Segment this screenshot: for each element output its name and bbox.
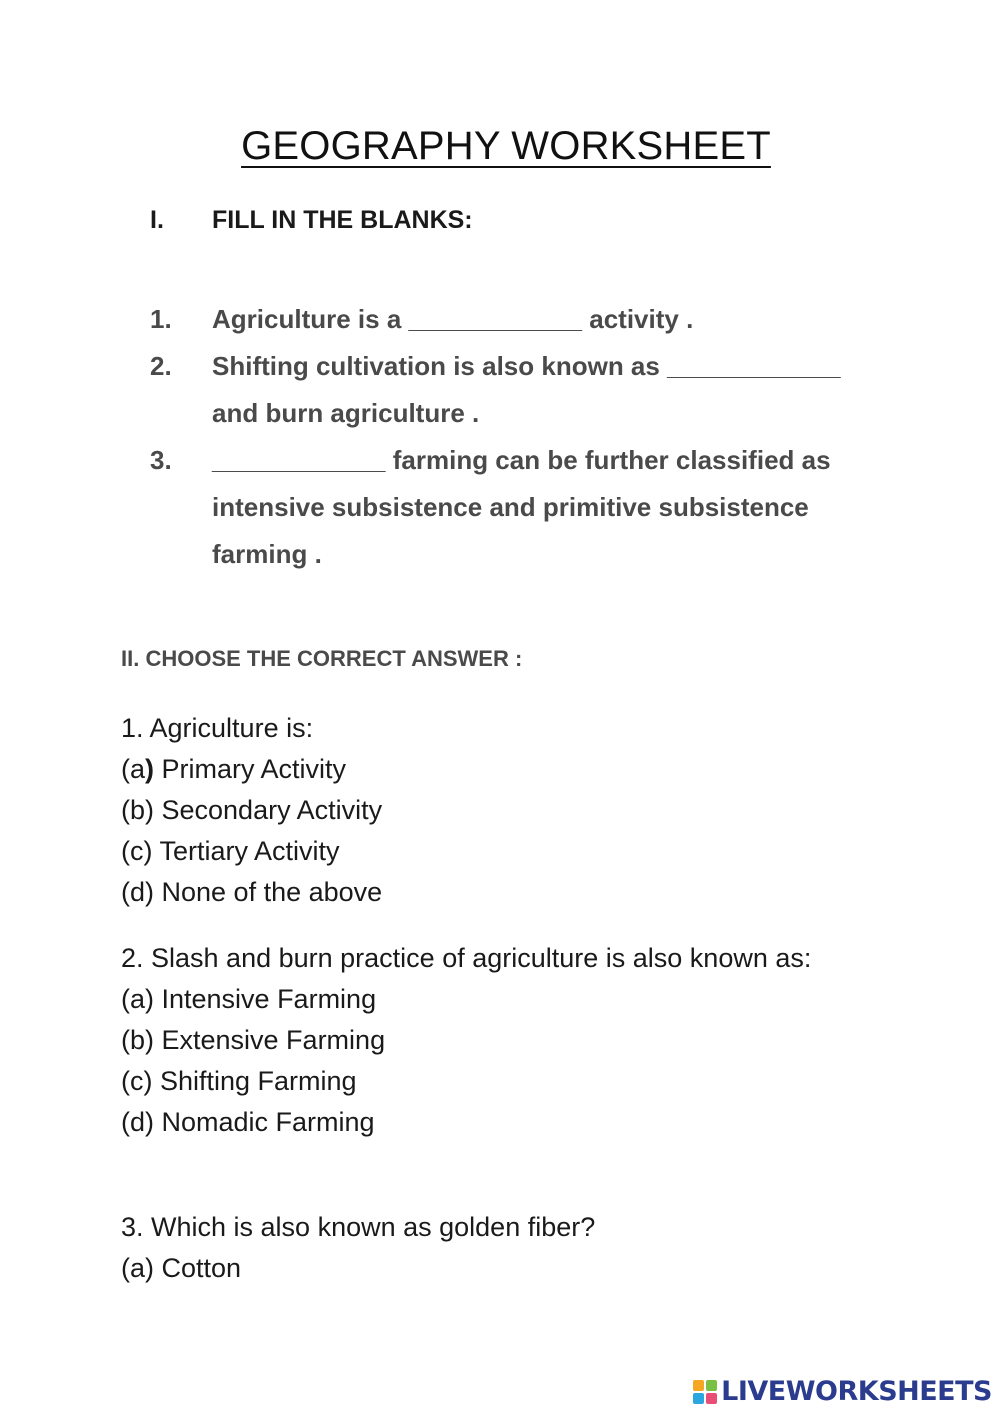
page-title: GEOGRAPHY WORKSHEET	[241, 124, 771, 168]
item-number: 3.	[150, 445, 172, 475]
logo-text: LIVEWORKSHEETS	[721, 1376, 992, 1407]
mcq-question-2	[121, 938, 881, 1143]
item-text: Agriculture is a ____________ activity .	[212, 304, 694, 334]
option-a: (a) Primary Activity	[121, 754, 347, 784]
section-2-heading: II. CHOOSE THE CORRECT ANSWER :	[121, 646, 523, 671]
logo-square-2	[706, 1380, 717, 1391]
liveworksheets-logo[interactable]	[693, 1376, 992, 1407]
item-number: 2.	[150, 351, 172, 381]
option-d: (d) Nomadic Farming	[121, 1107, 375, 1137]
list-item	[150, 437, 890, 578]
item-number: 1.	[150, 304, 172, 334]
option-a: (a) Intensive Farming	[121, 984, 377, 1014]
logo-square-4	[706, 1393, 717, 1404]
list-item	[150, 296, 890, 343]
logo-square-1	[693, 1380, 704, 1391]
section-1-heading-text: FILL IN THE BLANKS:	[212, 206, 473, 234]
option-c: (c) Shifting Farming	[121, 1066, 357, 1096]
question-text: 1. Agriculture is:	[121, 713, 314, 743]
question-text: 3. Which is also known as golden fiber?	[121, 1212, 596, 1242]
option-b: (b) Secondary Activity	[121, 795, 383, 825]
liveworksheets-logo-icon	[693, 1380, 717, 1404]
option-b: (b) Extensive Farming	[121, 1025, 386, 1055]
fill-in-blanks-list	[150, 296, 890, 578]
item-text: Shifting cultivation is also known as ____________ and burn agriculture .	[212, 351, 841, 428]
option-d: (d) None of the above	[121, 877, 383, 907]
mcq-question-3	[121, 1207, 881, 1289]
mcq-question-1	[121, 708, 881, 913]
question-text: 2. Slash and burn practice of agriculture is also known as:	[121, 943, 812, 973]
option-a: (a) Cotton	[121, 1253, 242, 1283]
item-text: ____________ farming can be further classified as intensive subsistence and primitive subsistence farming .	[212, 445, 831, 569]
option-c: (c) Tertiary Activity	[121, 836, 340, 866]
logo-square-3	[693, 1393, 704, 1404]
section-1-heading	[150, 206, 473, 235]
list-item	[150, 343, 890, 437]
section-1-number: I.	[150, 206, 164, 234]
